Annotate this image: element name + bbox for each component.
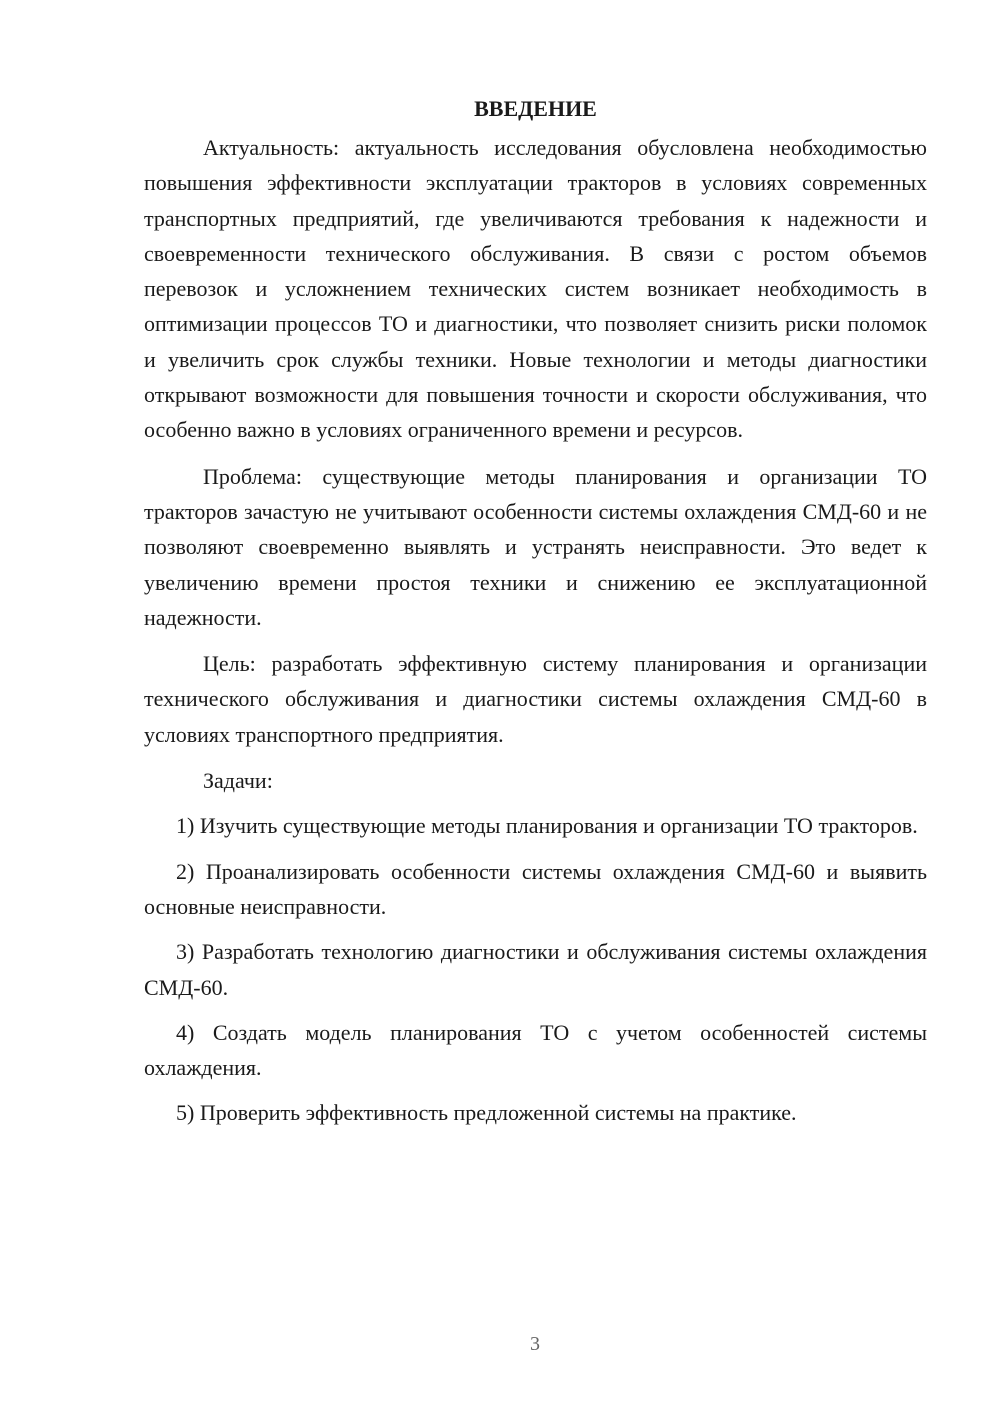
page-number: 3 xyxy=(530,1333,540,1355)
task-item: 4) Создать модель планирования ТО с учетом особенностей системы охлаждения. xyxy=(144,1019,927,1081)
section-heading: ВВЕДЕНИЕ xyxy=(474,96,597,121)
task-item: 2) Проанализировать особенности системы охлаждения СМД-60 и выявить основные неисправности. xyxy=(144,858,927,919)
task-item: 1) Изучить существующие методы планирования и организации ТО тракторов. xyxy=(176,813,918,839)
page-content xyxy=(144,90,927,1131)
paragraph-problem: Проблема: существующие методы планирования и организации ТО тракторов зачастую не учитывают особенности системы охлаждения СМД-60 и не позволяют своевременно выявлять и устранять неисправности. Это ведет к увеличению времени простоя техники и снижению ее эксплуатационной надежности. xyxy=(144,463,927,630)
task-item: 5) Проверить эффективность предложенной системы на практике. xyxy=(176,1100,797,1126)
paragraph-goal: Цель: разработать эффективную систему планирования и организации технического обслуживания и диагностики системы охлаждения СМД-60 в условиях транспортного предприятия. xyxy=(144,651,927,747)
task-item: 3) Разработать технологию диагностики и обслуживания системы охлаждения СМД-60. xyxy=(144,939,927,1000)
paragraph-tasks-label: Задачи: xyxy=(203,768,273,794)
paragraph-relevance: Актуальность: актуальность исследования обусловлена необходимостью повышения эффективности эксплуатации тракторов в условиях современных транспортных предприятий, где увеличиваются требования к надежности и своевременности технического обслуживания. В связи с ростом объемов перевозок и усложнением технических систем возникает необходимость в оптимизации процессов ТО и диагностики, что позволяет снизить риски поломок и увеличить срок службы техники. Новые технологии и методы диагностики открывают возможности для повышения точности и скорости обслуживания, что особенно важно в условиях ограниченного времени и ресурсов. xyxy=(144,135,927,443)
